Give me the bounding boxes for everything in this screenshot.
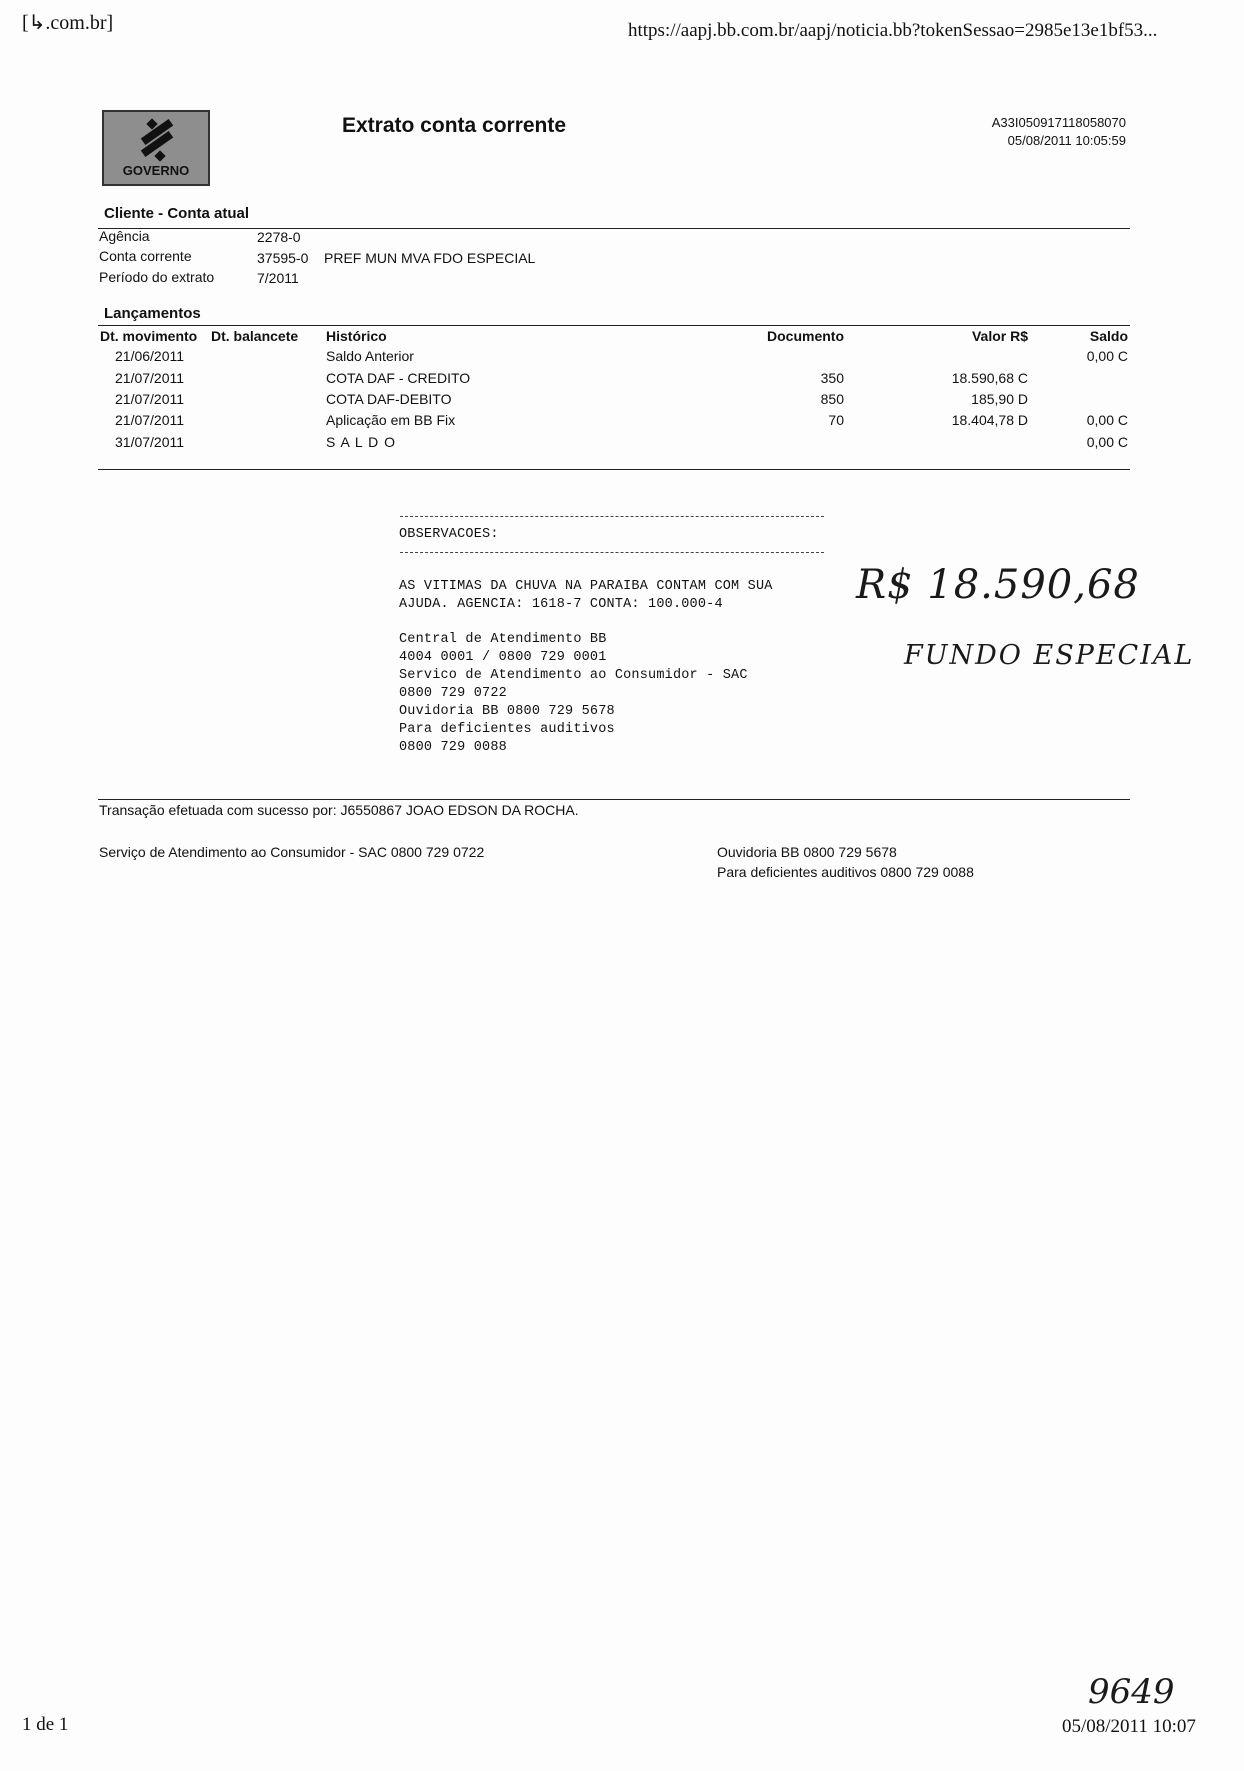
obs-line: AJUDA. AGENCIA: 1618-7 CONTA: 100.000-4 (399, 597, 723, 612)
agencia-label: Agência (99, 228, 150, 244)
row-dt-movimento: 21/07/2011 (115, 391, 185, 407)
obs-dash-bottom (400, 552, 824, 553)
row-dt-movimento: 21/07/2011 (115, 370, 185, 386)
print-page-number: 1 de 1 (22, 1714, 69, 1735)
obs-line: 0800 729 0722 (399, 686, 507, 701)
periodo-value: 7/2011 (257, 270, 299, 286)
periodo-label: Período do extrato (99, 269, 215, 285)
lancamentos-title: Lançamentos (104, 305, 201, 322)
bb-logo-icon (104, 116, 208, 166)
lancamentos-divider (98, 325, 1130, 326)
col-saldo: Saldo (1089, 328, 1128, 344)
col-valor: Valor R$ (971, 328, 1028, 344)
footer-divider (98, 799, 1130, 800)
table-row (0, 370, 1244, 390)
row-documento: 850 (820, 391, 844, 407)
obs-line: AS VITIMAS DA CHUVA NA PARAIBA CONTAM COM SUA (399, 579, 773, 594)
row-dt-movimento: 21/06/2011 (115, 348, 185, 364)
browser-header-left: [↳.com.br] (22, 12, 114, 34)
obs-line: Central de Atendimento BB (399, 632, 607, 647)
client-section-title: Cliente - Conta atual (104, 205, 250, 222)
obs-line: Servico de Atendimento ao Consumidor - SAC (399, 668, 748, 683)
table-row (0, 348, 1244, 368)
obs-line: 0800 729 0088 (399, 740, 507, 755)
obs-line: Ouvidoria BB 0800 729 5678 (399, 704, 615, 719)
transacao-text: Transação efetuada com sucesso por: J6550867 JOAO EDSON DA ROCHA. (99, 802, 579, 818)
row-documento: 350 (820, 370, 844, 386)
statement-datetime: 05/08/2011 10:05:59 (1007, 133, 1126, 148)
handwritten-page-number: 9649 (1088, 1672, 1175, 1712)
row-saldo: 0,00 C (1086, 412, 1128, 428)
print-datetime: 05/08/2011 10:07 (1062, 1716, 1196, 1737)
statement-code: A33I050917118058070 (991, 115, 1126, 130)
obs-line: 4004 0001 / 0800 729 0001 (399, 650, 607, 665)
row-historico: S A L D O (326, 434, 396, 450)
col-dt-movimento: Dt. movimento (100, 328, 198, 344)
row-historico: COTA DAF - CREDITO (326, 370, 471, 386)
row-valor: 18.404,78 D (951, 412, 1028, 428)
table-row (0, 412, 1244, 432)
row-valor: 185,90 D (971, 391, 1028, 407)
table-bottom-divider (98, 469, 1130, 470)
agencia-value: 2278-0 (257, 229, 301, 245)
page-title: Extrato conta corrente (342, 114, 567, 137)
deficientes-text: Para deficientes auditivos 0800 729 0088 (717, 864, 974, 880)
row-valor: 18.590,68 C (951, 370, 1028, 386)
row-documento: 70 (828, 412, 844, 428)
row-historico: COTA DAF-DEBITO (326, 391, 452, 407)
row-historico: Saldo Anterior (326, 348, 414, 364)
table-row (0, 434, 1244, 454)
conta-name: PREF MUN MVA FDO ESPECIAL (324, 250, 536, 266)
client-divider (98, 228, 1130, 229)
ouvidoria-text: Ouvidoria BB 0800 729 5678 (717, 844, 897, 860)
col-dt-balancete: Dt. balancete (211, 328, 299, 344)
obs-title: OBSERVACOES: (399, 527, 499, 542)
handwritten-amount: R$ 18.590,68 (856, 562, 1140, 608)
row-saldo: 0,00 C (1086, 434, 1128, 450)
bb-logo (102, 110, 210, 186)
table-row (0, 391, 1244, 411)
row-dt-movimento: 31/07/2011 (115, 434, 185, 450)
obs-line: Para deficientes auditivos (399, 722, 615, 737)
row-dt-movimento: 21/07/2011 (115, 412, 185, 428)
browser-header-url: https://aapj.bb.com.br/aapj/noticia.bb?tokenSessao=2985e13e1bf53... (628, 20, 1158, 41)
conta-value: 37595-0 (257, 250, 309, 266)
col-documento: Documento (767, 328, 844, 344)
obs-dash-top (400, 516, 824, 517)
row-historico: Aplicação em BB Fix (326, 412, 456, 428)
row-saldo: 0,00 C (1086, 348, 1128, 364)
sac-text: Serviço de Atendimento ao Consumidor - SAC 0800 729 0722 (99, 844, 485, 860)
handwritten-note: FUNDO ESPECIAL (904, 640, 1195, 671)
conta-label: Conta corrente (99, 248, 192, 264)
logo-text: GOVERNO (122, 163, 190, 178)
col-historico: Histórico (326, 328, 387, 344)
